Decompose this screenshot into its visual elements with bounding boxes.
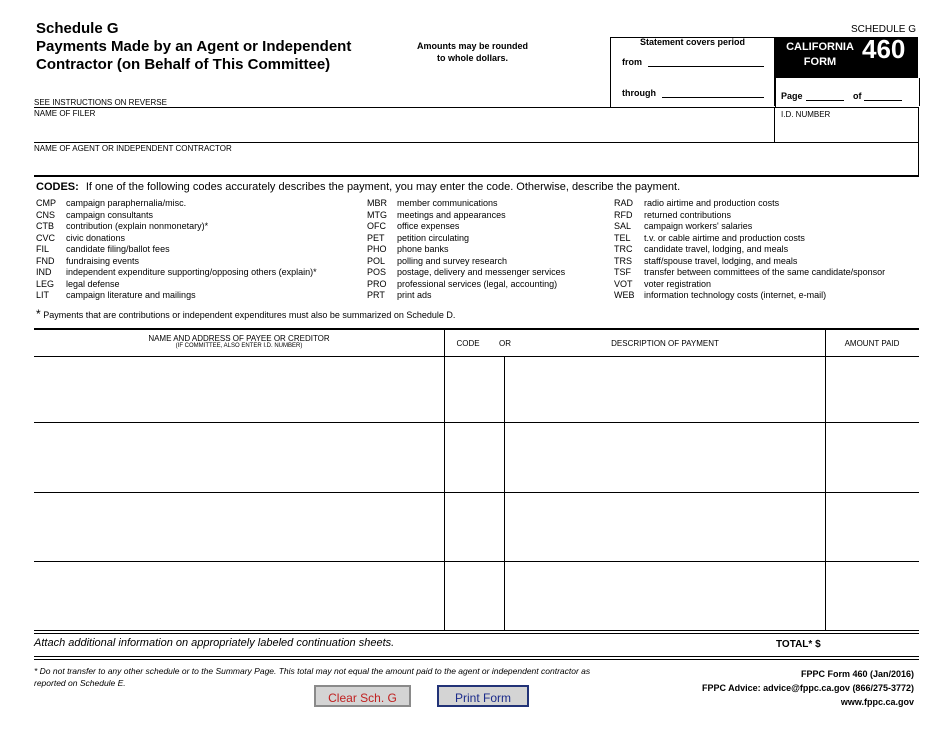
code-abbr: POL bbox=[367, 255, 386, 266]
form-number: 460 bbox=[862, 34, 906, 64]
code-abbr: MTG bbox=[367, 209, 387, 220]
row-divider bbox=[34, 561, 919, 562]
code-item bbox=[367, 279, 612, 291]
footnote-star: * bbox=[36, 307, 41, 321]
code-abbr: SAL bbox=[614, 221, 632, 231]
code-abbr: CNS bbox=[36, 209, 56, 220]
code-item bbox=[614, 267, 919, 279]
code-item bbox=[36, 198, 366, 210]
agent-right-border bbox=[918, 142, 919, 176]
agent-label: NAME OF AGENT OR INDEPENDENT CONTRACTOR bbox=[34, 144, 232, 153]
statement-period-label: Statement covers period bbox=[639, 37, 746, 47]
name-of-filer-label: NAME OF FILER bbox=[34, 109, 96, 118]
table-bottom-double-line bbox=[34, 633, 919, 634]
code-desc: meetings and appearances bbox=[397, 209, 506, 220]
page-number-field[interactable] bbox=[806, 100, 844, 101]
payee-field-row1[interactable] bbox=[36, 358, 442, 420]
row-divider bbox=[34, 422, 919, 423]
footnote-text: Payments that are contributions or independent expenditures must also be summarized on Schedule D. bbox=[43, 310, 456, 320]
code-item bbox=[36, 233, 366, 245]
code-abbr: TSF bbox=[614, 267, 631, 277]
amount-field-row2[interactable] bbox=[827, 424, 917, 490]
rounding-note-line2: to whole dollars. bbox=[436, 53, 508, 63]
code-item bbox=[614, 256, 919, 268]
codes-heading-line bbox=[36, 181, 680, 193]
header-bottom-line bbox=[34, 356, 919, 357]
code-item bbox=[367, 290, 612, 302]
code-item bbox=[367, 256, 612, 268]
codes-column-3 bbox=[614, 198, 919, 302]
through-date-field[interactable] bbox=[662, 97, 764, 98]
page-label: Page bbox=[781, 91, 803, 101]
schedule-tag: SCHEDULE G bbox=[850, 24, 916, 35]
code-abbr: PRT bbox=[367, 290, 385, 300]
through-label: through bbox=[622, 88, 656, 98]
code-item bbox=[614, 279, 919, 291]
codes-column-1 bbox=[36, 198, 366, 302]
description-field-row2[interactable] bbox=[506, 424, 823, 490]
col-header-code: CODE bbox=[456, 339, 480, 348]
code-abbr: VOT bbox=[614, 278, 633, 289]
payee-field-row2[interactable] bbox=[36, 424, 442, 490]
agent-name-field[interactable] bbox=[34, 154, 916, 174]
code-item bbox=[367, 244, 612, 256]
code-item bbox=[36, 279, 366, 291]
code-item bbox=[36, 244, 366, 256]
code-item bbox=[614, 233, 919, 245]
code-desc: candidate filing/ballot fees bbox=[66, 244, 170, 254]
agent-top-line bbox=[34, 142, 919, 143]
attach-note: Attach additional information on appropriately labeled continuation sheets. bbox=[34, 637, 395, 649]
code-desc: information technology costs (internet, e-mail) bbox=[644, 290, 827, 300]
code-abbr: TRS bbox=[614, 255, 632, 266]
code-abbr: FND bbox=[36, 255, 55, 266]
fppc-advice: FPPC Advice: advice@fppc.ca.gov (866/275-3772) bbox=[701, 683, 914, 693]
code-desc: postage, delivery and messenger services bbox=[397, 267, 566, 277]
col-header-payee-label: NAME AND ADDRESS OF PAYEE OR CREDITOR bbox=[148, 334, 330, 343]
code-desc: contribution (explain nonmonetary)* bbox=[66, 221, 209, 231]
code-desc: phone banks bbox=[397, 244, 449, 254]
code-item bbox=[614, 221, 919, 233]
code-abbr: WEB bbox=[614, 290, 635, 300]
code-item bbox=[367, 221, 612, 233]
of-label: of bbox=[853, 91, 862, 101]
filer-right-border bbox=[918, 107, 919, 142]
code-desc: voter registration bbox=[644, 278, 712, 289]
amount-field-row4[interactable] bbox=[827, 563, 917, 628]
code-abbr: LIT bbox=[36, 290, 50, 300]
schedule-title: Schedule G bbox=[36, 20, 119, 37]
code-desc: campaign paraphernalia/misc. bbox=[66, 198, 187, 208]
code-desc: member communications bbox=[397, 198, 498, 208]
clear-schedule-button[interactable]: Clear Sch. G bbox=[314, 685, 411, 707]
from-label: from bbox=[622, 57, 642, 67]
description-field-row1[interactable] bbox=[506, 358, 823, 420]
code-desc: fundraising events bbox=[66, 255, 140, 266]
code-item bbox=[36, 221, 366, 233]
code-abbr: CVC bbox=[36, 232, 56, 243]
payee-field-row4[interactable] bbox=[36, 563, 442, 628]
code-item bbox=[614, 198, 919, 210]
total-label: TOTAL* $ bbox=[776, 639, 821, 650]
code-abbr: TRC bbox=[614, 244, 633, 254]
id-number-label: I.D. NUMBER bbox=[781, 110, 831, 119]
code-desc: candidate travel, lodging, and meals bbox=[644, 244, 789, 254]
code-desc: independent expenditure supporting/opposing others (explain)* bbox=[66, 267, 317, 277]
code-desc: returned contributions bbox=[644, 209, 732, 220]
code-item bbox=[36, 256, 366, 268]
code-desc: professional services (legal, accounting) bbox=[397, 278, 558, 289]
code-item bbox=[36, 210, 366, 222]
code-abbr: CMP bbox=[36, 198, 56, 208]
codes-top-rule bbox=[34, 175, 919, 177]
col-header-amount: AMOUNT PAID bbox=[844, 339, 900, 348]
code-item bbox=[614, 210, 919, 222]
code-abbr: RAD bbox=[614, 198, 634, 208]
schedule-subtitle: Payments Made by an Agent or Independent Contractor (on Behalf of This Committee) bbox=[36, 38, 352, 73]
amount-field-row1[interactable] bbox=[827, 358, 917, 420]
code-abbr: RFD bbox=[614, 209, 633, 220]
footer-line bbox=[34, 656, 919, 657]
code-desc: print ads bbox=[397, 290, 432, 300]
code-desc: staff/spouse travel, lodging, and meals bbox=[644, 255, 798, 266]
code-desc: office expenses bbox=[397, 221, 460, 231]
name-of-filer-field[interactable] bbox=[34, 119, 774, 141]
form-badge-label bbox=[780, 40, 860, 70]
see-instructions: SEE INSTRUCTIONS ON REVERSE bbox=[34, 98, 167, 107]
code-item bbox=[367, 210, 612, 222]
code-item bbox=[36, 267, 366, 279]
code-desc: campaign workers' salaries bbox=[644, 221, 753, 231]
description-field-row3[interactable] bbox=[506, 494, 823, 559]
col-header-payee-sub: (IF COMMITTEE, ALSO ENTER I.D. NUMBER) bbox=[175, 343, 303, 349]
code-abbr: LEG bbox=[36, 278, 55, 289]
table-bottom-line bbox=[34, 630, 919, 631]
rounding-note-line1: Amounts may be rounded bbox=[416, 41, 528, 51]
col-divider-name bbox=[444, 330, 445, 630]
from-date-field[interactable] bbox=[648, 66, 764, 67]
fppc-website: www.fppc.ca.gov bbox=[840, 697, 914, 707]
bottom-note: * Do not transfer to any other schedule or to the Summary Page. This total may not equal the amount paid to the agent or independent contractor as reported on Schedule E. bbox=[34, 666, 591, 688]
id-divider bbox=[774, 107, 775, 142]
filer-top-line bbox=[34, 107, 919, 108]
code-abbr: MBR bbox=[367, 198, 387, 208]
codes-column-2 bbox=[367, 198, 612, 302]
col-header-or: OR bbox=[499, 339, 511, 348]
code-abbr: CTB bbox=[36, 221, 54, 231]
col-divider-code bbox=[504, 356, 505, 630]
form-word-label: FORM bbox=[803, 56, 837, 68]
code-abbr: FIL bbox=[36, 244, 50, 254]
fppc-form-version: FPPC Form 460 (Jan/2016) bbox=[800, 669, 914, 679]
footer-double-line bbox=[34, 659, 919, 660]
code-field-row4[interactable] bbox=[446, 563, 502, 628]
code-field-row2[interactable] bbox=[446, 424, 502, 490]
code-item bbox=[614, 290, 919, 302]
code-desc: petition circulating bbox=[397, 232, 470, 243]
code-desc: campaign literature and mailings bbox=[66, 290, 196, 300]
california-label: CALIFORNIA bbox=[786, 41, 854, 53]
code-desc: radio airtime and production costs bbox=[644, 198, 780, 208]
code-desc: polling and survey research bbox=[397, 255, 508, 266]
amount-field-row3[interactable] bbox=[827, 494, 917, 559]
code-desc: legal defense bbox=[66, 278, 120, 289]
col-divider-amount bbox=[825, 330, 826, 630]
description-field-row4[interactable] bbox=[506, 563, 823, 628]
code-abbr: IND bbox=[36, 267, 52, 277]
table-top-rule bbox=[34, 328, 919, 330]
code-abbr: PET bbox=[367, 232, 385, 243]
codes-footnote bbox=[36, 307, 455, 321]
code-abbr: PRO bbox=[367, 278, 387, 289]
code-desc: civic donations bbox=[66, 232, 126, 243]
page-total-field[interactable] bbox=[864, 100, 902, 101]
col-header-description: DESCRIPTION OF PAYMENT bbox=[611, 339, 719, 348]
payee-field-row3[interactable] bbox=[36, 494, 442, 559]
row-divider bbox=[34, 492, 919, 493]
codes-intro: If one of the following codes accurately describes the payment, you may enter the code. Otherwise, describe the payment. bbox=[85, 181, 681, 193]
code-desc: t.v. or cable airtime and production costs bbox=[644, 232, 805, 243]
code-abbr: TEL bbox=[614, 232, 631, 243]
code-abbr: POS bbox=[367, 267, 387, 277]
code-desc: transfer between committees of the same candidate/sponsor bbox=[644, 267, 886, 277]
code-field-row1[interactable] bbox=[446, 358, 502, 420]
code-item bbox=[367, 267, 612, 279]
code-abbr: PHO bbox=[367, 244, 387, 254]
code-field-row3[interactable] bbox=[446, 494, 502, 559]
code-item bbox=[367, 198, 612, 210]
codes-heading: CODES: bbox=[36, 181, 79, 193]
code-item bbox=[614, 244, 919, 256]
code-item bbox=[36, 290, 366, 302]
col-header-payee bbox=[34, 334, 444, 349]
code-item bbox=[367, 233, 612, 245]
print-form-button[interactable]: Print Form bbox=[437, 685, 529, 707]
total-amount-field[interactable] bbox=[830, 636, 916, 654]
code-desc: campaign consultants bbox=[66, 209, 154, 220]
rounding-note bbox=[405, 40, 540, 64]
id-number-field[interactable] bbox=[776, 120, 916, 140]
code-abbr: OFC bbox=[367, 221, 386, 231]
